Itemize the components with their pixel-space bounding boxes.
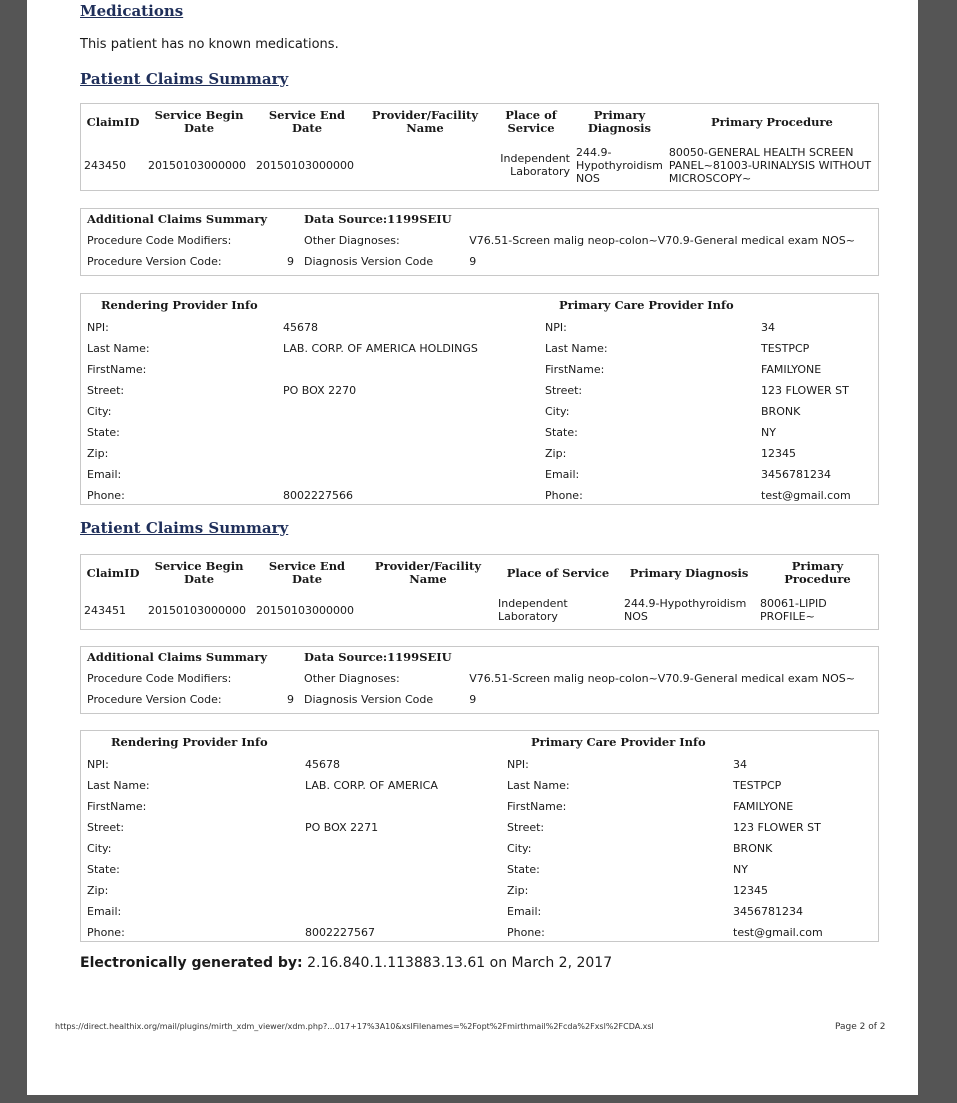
pcp-field-label: Zip: [545, 447, 567, 460]
rendering-field-value [299, 796, 501, 817]
rendering-field-value: 45678 [305, 758, 340, 771]
other-diagnoses-value: V76.51-Screen malig neop-colon~V70.9-General medical exam NOS~ [469, 234, 855, 247]
pcp-field-value: test@gmail.com [733, 926, 823, 939]
rendering-field-label: State: [87, 863, 120, 876]
rendering-provider-title: Rendering Provider Info [111, 735, 268, 749]
rendering-field-value: LAB. CORP. OF AMERICA HOLDINGS [283, 342, 478, 355]
provider-info-row [81, 464, 878, 485]
pcp-field-label: Street: [507, 821, 545, 834]
pcp-field-label: Email: [545, 468, 580, 481]
provider-info-row [81, 775, 878, 796]
pcp-field-value: test@gmail.com [761, 489, 851, 502]
data-source: Data Source:1199SEIU [304, 650, 452, 664]
provider-info-row [81, 401, 878, 422]
rendering-field-label: FirstName: [87, 800, 147, 813]
claim-row [81, 140, 878, 190]
pcp-field-value: 3456781234 [733, 905, 803, 918]
pcp-field-label: FirstName: [507, 800, 567, 813]
other-diagnoses-label: Other Diagnoses: [304, 234, 400, 247]
col-place: Place of Service [506, 565, 610, 580]
modifiers-label: Procedure Code Modifiers: [87, 672, 232, 685]
service-end: 20150103000000 [256, 158, 354, 172]
col-procedure: Primary Procedure [710, 114, 833, 129]
pcp-field-value: TESTPCP [733, 779, 782, 792]
col-diagnosis: Primary Diagnosis [587, 108, 652, 135]
pcp-field-value: 12345 [761, 447, 796, 460]
col-claimid: ClaimID [86, 114, 140, 129]
rendering-field-label: State: [87, 426, 120, 439]
claim-table-box [80, 554, 879, 630]
procedure-version-label: Procedure Version Code: [87, 693, 222, 706]
provider-info-row [81, 817, 878, 838]
additional-claims-table [81, 647, 878, 710]
pcp-field-label: Last Name: [545, 342, 608, 355]
other-diagnoses-value: V76.51-Screen malig neop-colon~V70.9-General medical exam NOS~ [469, 672, 855, 685]
diagnosis-version-label: Diagnosis Version Code [304, 693, 434, 706]
viewer-bottom-margin [0, 1095, 957, 1103]
pcp-field-label: State: [545, 426, 578, 439]
additional-claims-title: Additional Claims Summary [87, 650, 268, 664]
service-begin: 20150103000000 [148, 603, 246, 617]
rendering-field-value: 45678 [283, 321, 318, 334]
rendering-field-label: Last Name: [87, 342, 150, 355]
pcp-field-value: 12345 [733, 884, 768, 897]
procedure-version-value: 9 [287, 255, 295, 268]
provider-info-table [81, 294, 878, 506]
provider-info-row [81, 838, 878, 859]
rendering-field-value [299, 859, 501, 880]
col-diagnosis: Primary Diagnosis [629, 565, 749, 580]
medications-heading: Medications [80, 2, 184, 20]
pcp-field-value: NY [761, 426, 776, 439]
pcp-field-label: Last Name: [507, 779, 570, 792]
rendering-field-label: Email: [87, 905, 122, 918]
provider-info-row [81, 901, 878, 922]
claim-table-box [80, 103, 879, 191]
provider-info-table [81, 731, 878, 943]
pcp-field-label: Street: [545, 384, 583, 397]
additional-claims-box [80, 208, 879, 276]
pcp-field-label: NPI: [507, 758, 529, 771]
col-provider: Provider/Facility Name [374, 559, 482, 586]
diagnosis-version-label: Diagnosis Version Code [304, 255, 434, 268]
provider-name [361, 591, 495, 629]
rendering-field-label: City: [87, 405, 112, 418]
pcp-field-value: FAMILYONE [733, 800, 794, 813]
modifiers-label: Procedure Code Modifiers: [87, 234, 232, 247]
provider-info-row [81, 859, 878, 880]
pcp-field-value: FAMILYONE [761, 363, 822, 376]
rendering-field-value [299, 880, 501, 901]
pcp-field-label: FirstName: [545, 363, 605, 376]
col-claimid: ClaimID [86, 565, 140, 580]
provider-info-row [81, 422, 878, 443]
primary-procedure: 80061-LIPID PROFILE~ [760, 597, 827, 623]
col-place: Place of Service [505, 108, 557, 135]
pcp-field-label: Zip: [507, 884, 529, 897]
viewer-left-margin [0, 0, 27, 1103]
pcp-field-label: Phone: [545, 489, 583, 502]
viewer-scroll-gutter[interactable] [918, 0, 957, 1103]
provider-info-row [81, 922, 878, 943]
primary-diagnosis: 244.9-Hypothyroidism NOS [576, 145, 663, 185]
provider-info-row [81, 359, 878, 380]
provider-info-row [81, 880, 878, 901]
primary-diagnosis: 244.9-Hypothyroidism NOS [624, 597, 747, 623]
claims-summary-heading: Patient Claims Summary [80, 519, 289, 537]
rendering-field-label: Last Name: [87, 779, 150, 792]
provider-info-row [81, 754, 878, 775]
provider-info-row [81, 796, 878, 817]
rendering-field-label: Street: [87, 384, 125, 397]
col-procedure: Primary Procedure [784, 559, 851, 586]
rendering-field-value [277, 422, 539, 443]
pcp-field-value: 34 [761, 321, 775, 334]
rendering-field-value: LAB. CORP. OF AMERICA [305, 779, 438, 792]
medications-text: This patient has no known medications. [80, 37, 339, 52]
rendering-field-value: 8002227567 [305, 926, 375, 939]
additional-claims-box [80, 646, 879, 714]
rendering-field-value: PO BOX 2271 [305, 821, 379, 834]
pcp-field-value: 34 [733, 758, 747, 771]
generated-by-label: Electronically generated by: [80, 955, 303, 971]
col-service-end: Service End Date [268, 559, 346, 586]
rendering-field-label: Email: [87, 468, 122, 481]
claim-id: 243451 [84, 603, 126, 617]
rendering-field-value [277, 359, 539, 380]
pcp-title: Primary Care Provider Info [559, 298, 734, 312]
procedure-version-value: 9 [287, 693, 295, 706]
pcp-field-label: Email: [507, 905, 542, 918]
diagnosis-version-value: 9 [469, 255, 477, 268]
other-diagnoses-label: Other Diagnoses: [304, 672, 400, 685]
rendering-field-label: Phone: [87, 926, 125, 939]
rendering-field-label: Street: [87, 821, 125, 834]
pcp-title: Primary Care Provider Info [531, 735, 706, 749]
modifiers-value [280, 668, 298, 689]
additional-claims-title: Additional Claims Summary [87, 212, 268, 226]
rendering-field-label: Zip: [87, 447, 109, 460]
place-of-service: Independent Laboratory [500, 152, 570, 178]
document-page [27, 0, 918, 1095]
claim-header-row [81, 104, 878, 140]
provider-info-box [80, 293, 879, 505]
claim-table [81, 555, 878, 629]
place-of-service: Independent Laboratory [498, 597, 568, 623]
data-source: Data Source:1199SEIU [304, 212, 452, 226]
provider-info-row [81, 485, 878, 506]
rendering-field-value [277, 464, 539, 485]
col-service-end: Service End Date [268, 108, 346, 135]
rendering-field-value [277, 443, 539, 464]
generated-by [80, 955, 612, 971]
provider-info-row [81, 443, 878, 464]
pcp-field-value: NY [733, 863, 748, 876]
rendering-field-value [299, 901, 501, 922]
col-provider: Provider/Facility Name [371, 108, 479, 135]
service-end: 20150103000000 [256, 603, 354, 617]
rendering-field-label: Phone: [87, 489, 125, 502]
claim-table [81, 104, 878, 190]
pcp-field-value: 3456781234 [761, 468, 831, 481]
footer-page-number: Page 2 of 2 [835, 1022, 886, 1032]
rendering-field-label: FirstName: [87, 363, 147, 376]
rendering-field-value [277, 401, 539, 422]
pcp-field-label: City: [507, 842, 532, 855]
col-service-begin: Service Begin Date [154, 559, 244, 586]
pcp-field-value: 123 FLOWER ST [733, 821, 821, 834]
pcp-field-label: City: [545, 405, 570, 418]
provider-info-row [81, 317, 878, 338]
rendering-field-label: Zip: [87, 884, 109, 897]
footer-url: https://direct.healthix.org/mail/plugins/mirth_xdm_viewer/xdm.php?...017+17%3A10&xslFilenames=%2Fopt%2Fmirthmail%2Fcda%2Fxsl%2FCDA.xsl [55, 1022, 654, 1031]
pcp-field-label: State: [507, 863, 540, 876]
provider-name [361, 140, 489, 190]
procedure-version-label: Procedure Version Code: [87, 255, 222, 268]
claim-id: 243450 [84, 158, 126, 172]
diagnosis-version-value: 9 [469, 693, 477, 706]
pcp-field-value: 123 FLOWER ST [761, 384, 849, 397]
rendering-field-label: NPI: [87, 758, 109, 771]
provider-info-box [80, 730, 879, 942]
claim-header-row [81, 555, 878, 591]
rendering-field-label: City: [87, 842, 112, 855]
rendering-field-value: 8002227566 [283, 489, 353, 502]
service-begin: 20150103000000 [148, 158, 246, 172]
provider-info-row [81, 380, 878, 401]
pcp-field-value: BRONK [733, 842, 773, 855]
claims-summary-heading: Patient Claims Summary [80, 70, 289, 88]
rendering-field-label: NPI: [87, 321, 109, 334]
modifiers-value [280, 230, 298, 251]
col-service-begin: Service Begin Date [154, 108, 244, 135]
claim-row [81, 591, 878, 629]
pcp-field-label: NPI: [545, 321, 567, 334]
rendering-field-value [299, 838, 501, 859]
additional-claims-table [81, 209, 878, 272]
rendering-provider-title: Rendering Provider Info [101, 298, 258, 312]
generated-by-value: 2.16.840.1.113883.13.61 on March 2, 2017 [307, 955, 613, 971]
pcp-field-value: BRONK [761, 405, 801, 418]
provider-info-row [81, 338, 878, 359]
pcp-field-value: TESTPCP [761, 342, 810, 355]
pcp-field-label: Phone: [507, 926, 545, 939]
rendering-field-value: PO BOX 2270 [283, 384, 357, 397]
primary-procedure: 80050-GENERAL HEALTH SCREEN PANEL~81003-URINALYSIS WITHOUT MICROSCOPY~ [668, 145, 872, 185]
